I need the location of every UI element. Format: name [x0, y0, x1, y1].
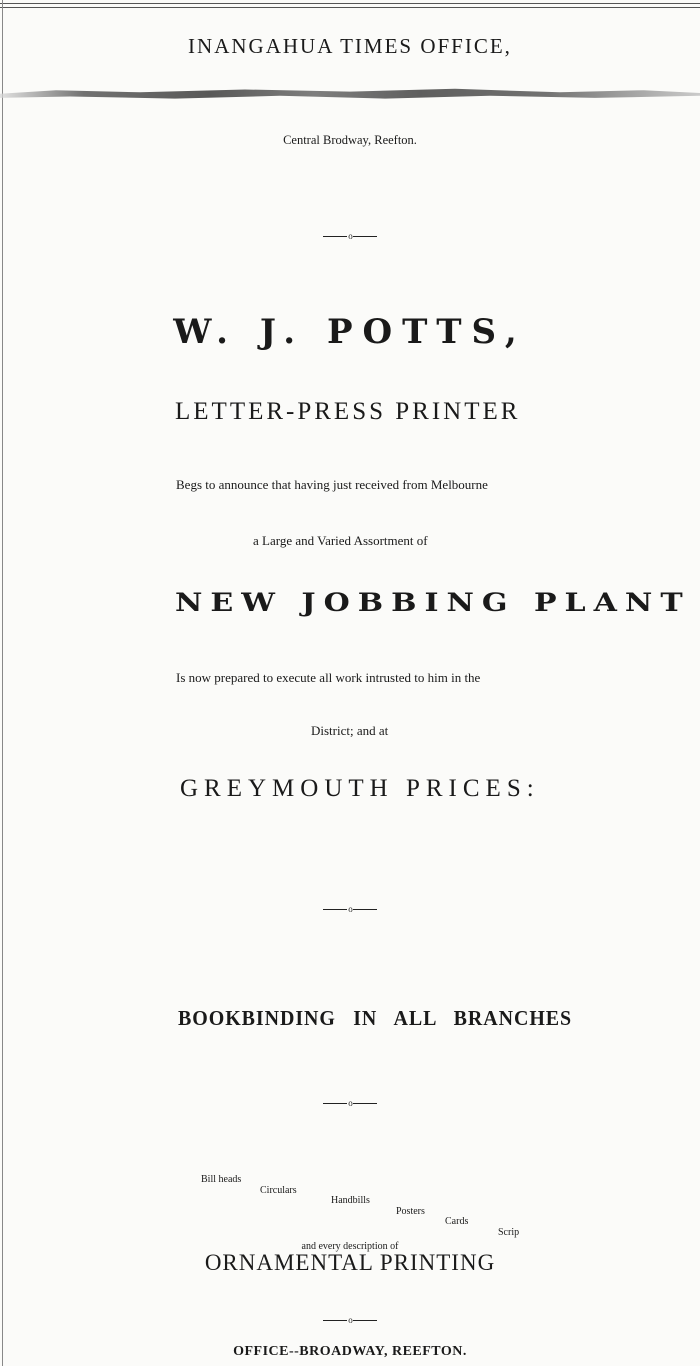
- service-item: Bill heads: [201, 1174, 242, 1185]
- service-item: Handbills: [331, 1195, 370, 1206]
- bookbinding-heading: BOOKBINDING IN ALL BRANCHES: [178, 1006, 573, 1030]
- ornament-divider: o: [0, 1097, 700, 1109]
- office-title: INANGAHUA TIMES OFFICE,: [188, 34, 512, 58]
- office-address: Central Brodway, Reefton.: [283, 133, 417, 147]
- prepared-line-1: Is now prepared to execute all work intrusted to him in the: [176, 670, 481, 685]
- description-line: and every description of: [301, 1241, 399, 1252]
- office-footer: OFFICE--BROADWAY, REEFTON.: [233, 1344, 467, 1359]
- ornament-divider: o: [0, 903, 700, 915]
- service-item: Cards: [445, 1216, 469, 1227]
- service-item: Circulars: [260, 1185, 297, 1196]
- proprietor-name: W. J. POTTS,: [173, 312, 527, 352]
- ornament-divider: o: [0, 1314, 700, 1326]
- ornament-divider: o: [0, 230, 700, 242]
- trade-heading: LETTER-PRESS PRINTER: [175, 398, 521, 425]
- ornamental-heading: ORNAMENTAL PRINTING: [204, 1250, 496, 1275]
- prepared-line-2: District; and at: [311, 723, 389, 738]
- announce-line-2: a Large and Varied Assortment of: [253, 533, 428, 548]
- left-margin-rule: [2, 0, 3, 1366]
- ink-smudge-band: [0, 86, 700, 100]
- top-rule: [0, 3, 700, 4]
- top-rule-inner: [0, 7, 700, 8]
- prices-heading: GREYMOUTH PRICES:: [180, 775, 540, 802]
- service-item: Scrip: [498, 1227, 520, 1238]
- announce-line-1: Begs to announce that having just received from Melbourne: [176, 477, 488, 492]
- plant-heading: NEW JOBBING PLANT: [175, 588, 691, 618]
- service-item: Posters: [396, 1206, 425, 1217]
